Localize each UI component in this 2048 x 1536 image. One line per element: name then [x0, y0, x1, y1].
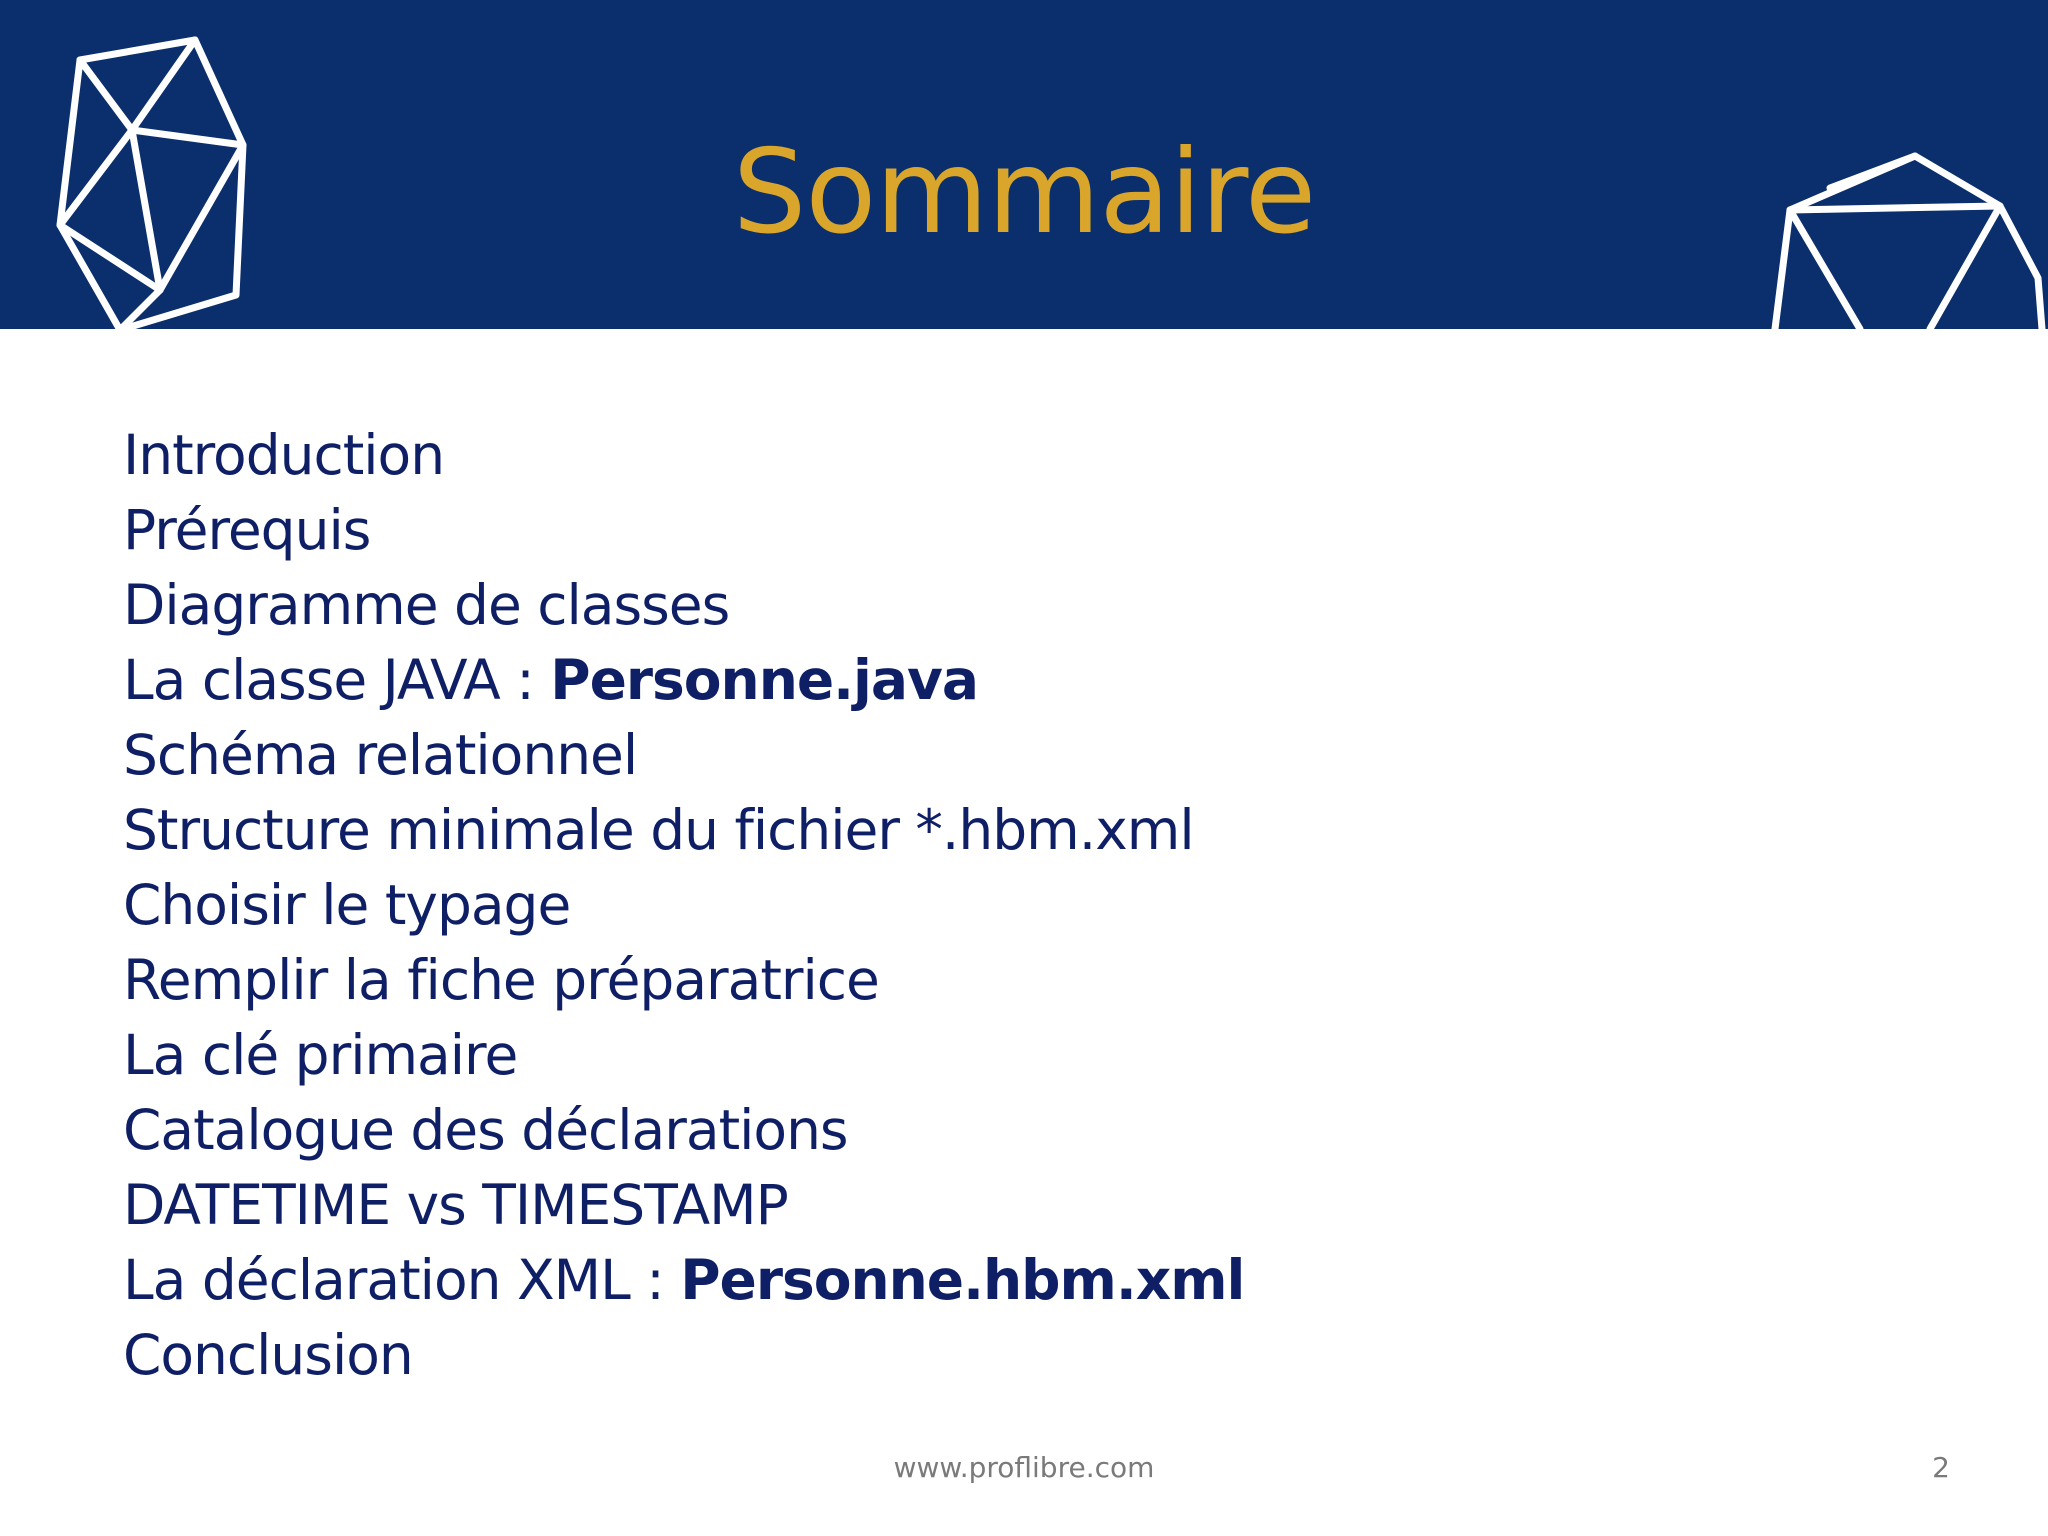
page-number: 2 [1932, 1451, 1950, 1484]
toc-item: Introduction [123, 423, 445, 487]
slide-header [0, 0, 2048, 329]
slide-title: Sommaire [732, 125, 1316, 260]
toc-item: Diagramme de classes [123, 573, 730, 637]
toc-item: Prérequis [123, 498, 371, 562]
toc-item: Structure minimale du fichier *.hbm.xml [123, 798, 1194, 862]
toc-item: Choisir le typage [123, 873, 571, 937]
footer-url: www.proflibre.com [893, 1451, 1155, 1484]
table-of-contents [123, 418, 1923, 1393]
toc-item: Schéma relationnel [123, 723, 638, 787]
toc-item: Remplir la fiche préparatrice [123, 948, 879, 1012]
toc-item: La déclaration XML : Personne.hbm.xml [123, 1248, 1245, 1312]
toc-item: La clé primaire [123, 1023, 518, 1087]
toc-item: Conclusion [123, 1323, 413, 1387]
toc-item: Catalogue des déclarations [123, 1098, 848, 1162]
toc-item: DATETIME vs TIMESTAMP [123, 1173, 788, 1237]
toc-item: La classe JAVA : Personne.java [123, 648, 978, 712]
